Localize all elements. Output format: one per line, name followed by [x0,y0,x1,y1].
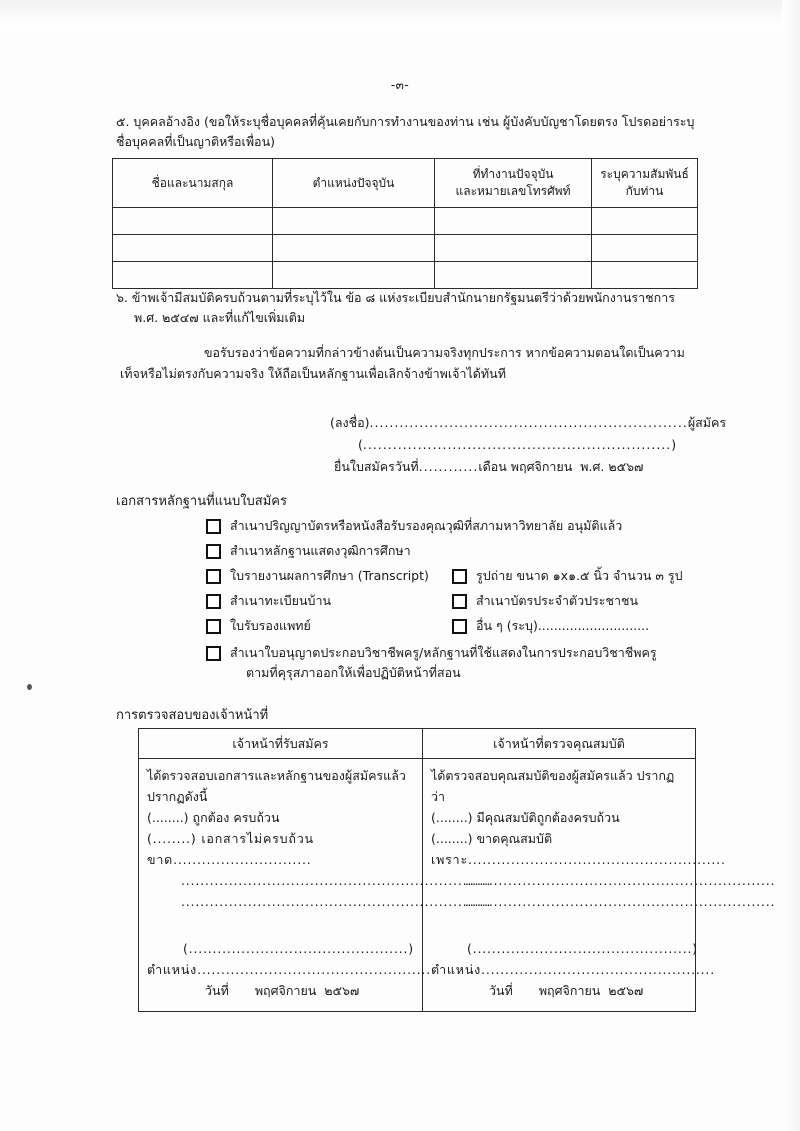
cell-position[interactable] [273,235,435,262]
col-header-name: ชื่อและนามสกุล [113,159,273,208]
attachment-label: อื่น ๆ (ระบุ)............................ [476,618,650,633]
officer-body-row [139,759,696,1012]
cell-name[interactable] [113,208,273,235]
officer-col1-option-incomplete[interactable]: (........) เอกสารไม่ครบถ้วน ขาด............................. [147,831,314,867]
officer-col1-name-line[interactable]: (..............................................) [183,941,414,956]
cell-relationship[interactable] [592,235,698,262]
submit-day-dots: ............ [418,459,479,474]
attachment-item-housebook[interactable] [206,591,452,610]
attachments-list [206,516,706,683]
signature-block [330,412,727,478]
officer-col1-position-line[interactable]: ตำแหน่ง................................................. [147,962,431,977]
scan-edge-top [0,0,800,26]
attachment-row [206,541,706,566]
signature-dots: ................................................................ [369,415,688,430]
col-header-workplace [435,159,592,208]
submit-year: ๒๕๖๗ [608,459,644,474]
col-header-relationship: ระบุความสัมพันธ์กับท่าน [592,159,698,208]
checkbox-icon[interactable] [206,619,221,634]
attachment-label-continuation: ตามที่คุรุสภาออกให้เพื่อปฏิบัติหน้าที่สอน [246,665,461,680]
officer-col1-option-complete[interactable]: (........) ถูกต้อง ครบถ้วน [147,810,280,825]
section6-heading [116,288,696,328]
officer-col1-header: เจ้าหน้าที่รับสมัคร [139,729,423,759]
officer-col2-date-line[interactable] [431,980,687,1001]
cell-relationship[interactable] [592,262,698,289]
checkbox-icon[interactable] [206,569,221,584]
paren-close: ) [671,437,677,452]
officer-col2-blank-line[interactable]: ................................................................. [465,894,776,909]
attachment-label: สำเนาใบอนุญาตประกอบวิชาชีพครู/หลักฐานที่ใช้แสดงในการประกอบวิชาชีพครู [230,645,657,660]
officer-header-row [139,729,696,759]
signature-label: (ลงชื่อ) [330,415,370,430]
attachment-item-qualification[interactable] [206,541,686,560]
cell-position[interactable] [273,208,435,235]
officer-col2-option-qualified[interactable]: (........) มีคุณสมบัติถูกต้องครบถ้วน [431,810,620,825]
attachment-label: ใบรายงานผลการศึกษา (Transcript) [230,568,429,583]
officer-col2-intro-line1: ได้ตรวจสอบคุณสมบัติของผู้สมัครแล้ว ปรากฏว่า [431,768,675,804]
checkbox-icon[interactable] [206,646,221,661]
attachment-item-other[interactable] [452,616,649,635]
checkbox-icon[interactable] [206,519,221,534]
cell-relationship[interactable] [592,208,698,235]
officer-col1-date-line[interactable] [147,980,414,1001]
attachment-label: สำเนาบัตรประจำตัวประชาชน [476,593,638,608]
officer-col2-blank-line[interactable]: ................................................................. [465,873,776,888]
date-year: ๒๕๖๗ [324,983,360,998]
attachment-item-transcript[interactable] [206,566,452,585]
section5-heading: ๕. บุคคลอ้างอิง (ขอให้ระบุชื่อบุคคลที่คุ้นเคยกับการทำงานของท่าน เช่น ผู้บังคับบัญชาโดยตรง โปรดอย่าระบุชื่อบุคคลที่เป็นญาติหรือเพื่อน) [116,114,695,149]
officer-verification-table [138,728,776,1012]
officer-col2-header: เจ้าหน้าที่ตรวจคุณสมบัติ [423,729,696,759]
date-year: ๒๕๖๗ [608,983,644,998]
officer-col1-blank-line[interactable]: ................................................................. [181,894,492,909]
submit-label: ยื่นใบสมัครวันที่ [334,459,419,474]
table-header-row [113,159,698,208]
month-label: เดือน [478,459,507,474]
attachment-label: ใบรับรองแพทย์ [230,618,311,633]
year-label: พ.ศ. [580,459,605,474]
officer-col2-position-line[interactable]: ตำแหน่ง................................................. [431,962,715,977]
cell-position[interactable] [273,262,435,289]
col-header-position: ตำแหน่งปัจจุบัน [273,159,435,208]
date-month: พฤศจิกายน [538,983,601,998]
scan-speck [27,684,32,690]
col-header-workplace-line2: และหมายเลขโทรศัพท์ [455,184,571,198]
officer-col1-blank-line[interactable]: ................................................................. [181,873,492,888]
cell-name[interactable] [113,262,273,289]
table-row[interactable] [113,208,698,235]
attachment-item-teaching-license[interactable] [206,643,706,662]
attachment-item-degree[interactable] [206,516,686,535]
attachment-row [206,591,706,616]
attachment-label: สำเนาปริญญาบัตรหรือหนังสือรับรองคุณวุฒิที่สภามหาวิทยาลัย อนุมัติแล้ว [230,518,623,533]
page-number: -๓- [390,78,410,92]
officer-col2-reason-line[interactable]: เพราะ...................................................... [431,852,726,867]
signature-line[interactable] [330,412,727,434]
table-row[interactable] [113,262,698,289]
signature-name-line[interactable] [330,434,690,456]
col-header-workplace-line1: ที่ทำงานปัจจุบัน [472,167,554,181]
submission-date-line[interactable] [330,456,690,478]
officer-col1-intro-line1: ได้ตรวจสอบเอกสารและหลักฐานของผู้สมัครแล้ว [147,768,406,783]
attachment-item-photo[interactable] [452,566,683,585]
officer-section-title: การตรวจสอบของเจ้าหน้าที่ [116,708,269,723]
attachment-row [206,616,706,641]
paren-open: ( [358,437,363,452]
section6-heading-line2: พ.ศ. ๒๕๔๗ และที่แก้ไขเพิ่มเติม [134,310,306,325]
checkbox-icon[interactable] [452,594,467,609]
signature-role: ผู้สมัคร [687,415,727,430]
certification-paragraph: ขอรับรองว่าข้อความที่กล่าวข้างต้นเป็นความจริงทุกประการ หากข้อความตอนใดเป็นความเท็จหรือไม่ตรงกับความจริง ให้ถือเป็นหลักฐานเพื่อเลิกจ้างข้าพเจ้าได้ทันที [120,345,685,381]
date-label: วันที่ [489,983,513,998]
cell-workplace[interactable] [435,208,592,235]
officer-col2-name-line[interactable]: (..............................................) [467,941,698,956]
attachment-item-medical[interactable] [206,616,452,635]
date-label: วันที่ [205,983,229,998]
attachment-item-idcard[interactable] [452,591,638,610]
table-row[interactable] [113,235,698,262]
attachment-label: สำเนาหลักฐานแสดงวุฒิการศึกษา [230,543,411,558]
section6-heading-line1: ๖. ข้าพเจ้ามีสมบัติครบถ้วนตามที่ระบุไว้ใน ข้อ ๘ แห่งระเบียบสำนักนายกรัฐมนตรีว่าด้วยพนักงานราชการ [116,290,675,305]
attachment-row [206,516,706,541]
checkbox-icon[interactable] [206,544,221,559]
attachment-label: สำเนาทะเบียนบ้าน [230,593,332,608]
scan-edge-right [782,0,800,1131]
date-month: พฤศจิกายน [254,983,317,998]
checkbox-icon[interactable] [452,619,467,634]
cell-name[interactable] [113,235,273,262]
signature-name-dots: .............................................................. [362,437,672,452]
attachment-row [206,566,706,591]
officer-col1-intro-line2: ปรากฏดังนี้ [147,789,208,804]
cell-workplace[interactable] [435,235,592,262]
officer-col2-option-unqualified[interactable]: (........) ขาดคุณสมบัติ [431,831,553,846]
attachment-label: รูปถ่าย ขนาด ๑x๑.๕ นิ้ว จำนวน ๓ รูป [476,568,683,583]
checkbox-icon[interactable] [206,594,221,609]
submit-month: พฤศจิกายน [510,459,573,474]
attachments-title: เอกสารหลักฐานที่แนบใบสมัคร [116,494,287,509]
checkbox-icon[interactable] [452,569,467,584]
cell-workplace[interactable] [435,262,592,289]
reference-table [112,158,698,289]
